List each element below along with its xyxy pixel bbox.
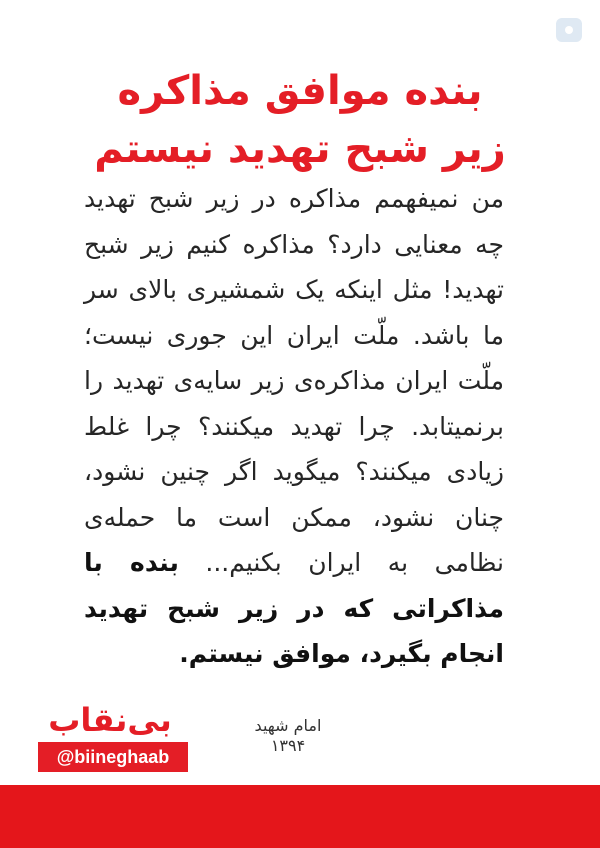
headline-line-1: بنده موافق مذاکره — [117, 68, 483, 114]
attribution-year: ۱۳۹۴ — [270, 736, 306, 755]
brand-handle: @biineghaab — [38, 742, 188, 772]
source-attribution — [228, 716, 348, 756]
corner-app-icon — [556, 18, 582, 42]
headline-line-2: زیر شبح تهدید نیستم — [94, 126, 506, 172]
quote-text: من نمیفهمم مذاکره در زیر شبح تهدید چه معنایی دارد؟ مذاکره کنیم زیر شبح تهدید! مثل اینکه یک شمشیری بالای سر ما باشد. ملّت ایران این جوری نیست؛ ملّت ایران مذاکره‌ی زیر سایه‌ی تهدید را برنمیتابد. چرا تهدید میکنند؟ چرا غلط زیادی میکنند؟ میگوید اگر چنین نشود، چنان نشود، ممکن است ما حمله‌ی نظامی به ایران بکنیم... — [84, 184, 504, 577]
quote-body — [84, 176, 504, 677]
attribution-label: امام شهید — [254, 716, 322, 735]
brand-logo-text: بی‌نقاب — [48, 701, 172, 739]
quote-emphasis: بنده با مذاکراتی که در زیر شبح تهدید انجام بگیرد، موافق نیستم. — [84, 548, 504, 668]
footer-bar — [0, 785, 600, 848]
headline — [40, 62, 560, 178]
